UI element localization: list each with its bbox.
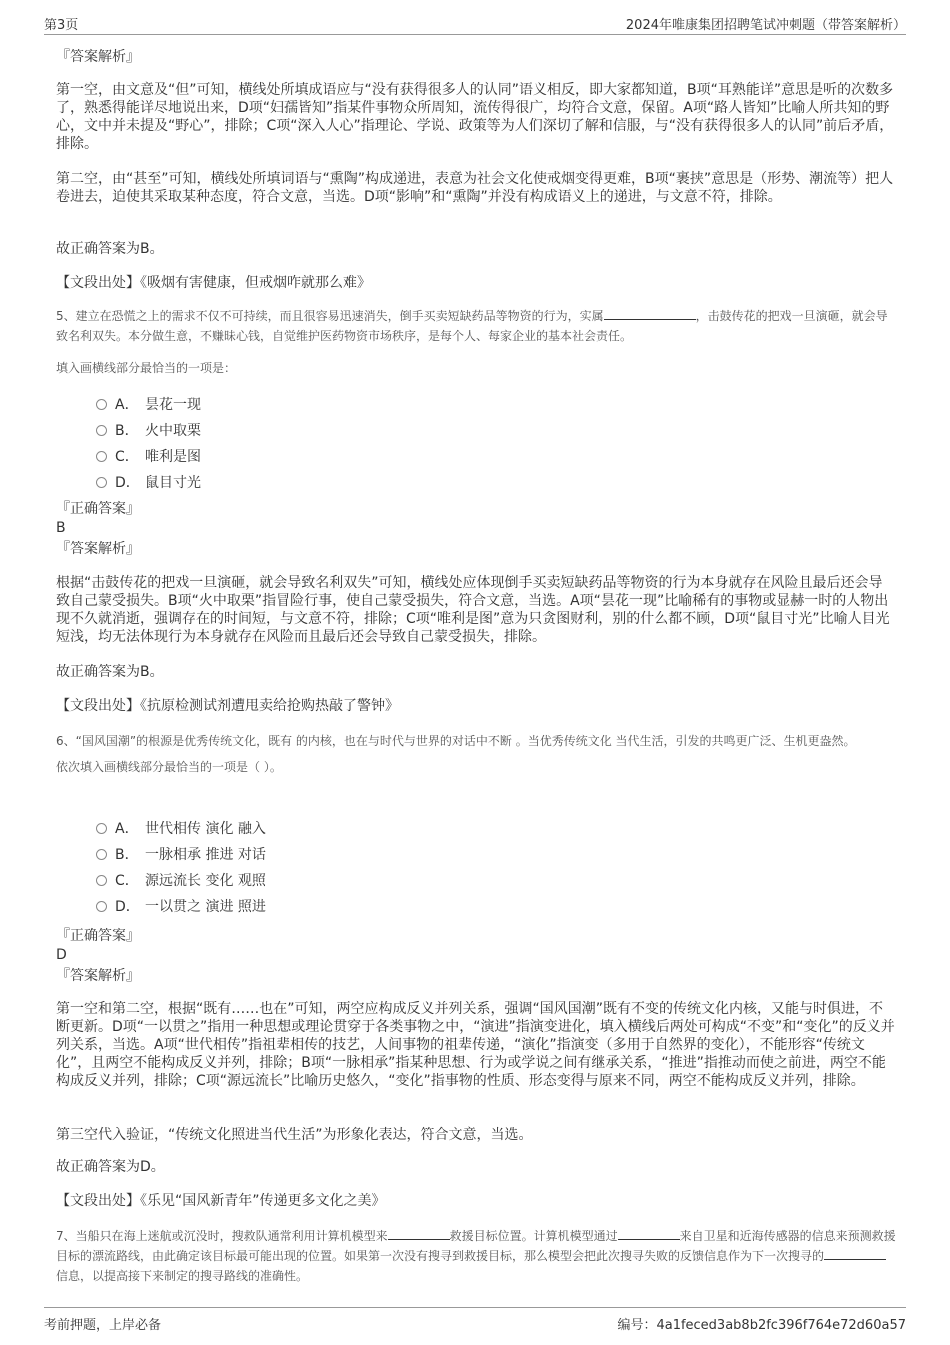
- answer-analysis-label: 『答案解析』: [56, 49, 140, 65]
- question-prompt: 依次填入画横线部分最恰当的一项是（ ）。: [56, 760, 282, 774]
- fill-blank: [824, 1247, 886, 1260]
- fill-blank: [388, 1227, 450, 1240]
- correct-answer-label: 『正确答案』: [56, 501, 140, 517]
- stem-text: ，击鼓传花的把戏一旦演砸，就会导致名利双失。本分做生意，不赚昧心钱，自觉维护医药物资市场秩序，是每个人、每家企业的基本社会责任。: [56, 309, 888, 343]
- question-stem: 7、当船只在海上迷航或沉没时，搜救队通常利用计算机模型来 救援目标位置。计算机模型通过 来自卫星和近海传感器的信息来预测救援目标的漂流路线，由此确定该目标最可能出现的位置。如果第一次没有搜寻到救援目标，那么模型会把此次搜寻失败的反馈信息作为下一次搜寻的信息，以提高接下来制定的搜寻路线的准确性。: [56, 1229, 896, 1283]
- option-b[interactable]: B． 一脉相承 推进 对话: [96, 845, 266, 865]
- conclusion: 故正确答案为B。: [56, 664, 164, 680]
- analysis-paragraph: 第二空，由“甚至”可知，横线处所填词语与“熏陶”构成递进，表意为社会文化使戒烟变得更难，B项“裹挟”意思是（形势、潮流等）把人卷进去，迫使其采取某种态度，符合文意，当选。D项“影响”和“熏陶”并没有构成语义上的递进，与文意不符，排除。: [56, 171, 894, 205]
- question-stem: [56, 306, 896, 346]
- option-d[interactable]: D． 一以贯之 演进 照进: [96, 897, 266, 917]
- answer-analysis-label: 『答案解析』: [56, 968, 140, 984]
- analysis-paragraph: 第一空和第二空，根据“既有……也在”可知，两空应构成反义并列关系，强调“国风国潮”既有不变的传统文化内核，又能与时俱进，不断更新。D项“一以贯之”指用一种思想或理论贯穿于各类事物之中，“演进”指演变进化，填入横线后两处可构成“不变”和“变化”的反义并列关系，当选。A项“世代相传”指祖辈相传的技艺，人间事物的祖辈传递，“演化”指演变（多用于自然界的变化），不能形容“传统文化”，且两空不能构成反义并列，排除；B项“一脉相承”指某种思想、行为或学说之间有继承关系，“推进”指推动而使之前进，两空不能构成反义并列，排除；C项“源远流长”比喻历史悠久，“变化”指事物的性质、形态变得与原来不同，两空不能构成反义并列，排除。: [56, 1001, 895, 1089]
- option-b[interactable]: B． 火中取栗: [96, 421, 201, 441]
- fill-blank: [604, 307, 696, 320]
- source-citation: 【文段出处】《乐见“国风新青年”传递更多文化之美》: [56, 1193, 386, 1209]
- document-title: 2024年唯康集团招聘笔试冲刺题（带答案解析）: [625, 18, 906, 33]
- option-c[interactable]: C． 源远流长 变化 观照: [96, 871, 266, 891]
- radio-icon[interactable]: [96, 875, 107, 886]
- radio-icon[interactable]: [96, 823, 107, 834]
- radio-icon[interactable]: [96, 477, 107, 488]
- option-a[interactable]: A． 世代相传 演化 融入: [96, 819, 266, 839]
- radio-icon[interactable]: [96, 901, 107, 912]
- radio-icon[interactable]: [96, 399, 107, 410]
- conclusion: 故正确答案为D。: [56, 1159, 165, 1175]
- option-c[interactable]: C． 唯利是图: [96, 447, 201, 467]
- radio-icon[interactable]: [96, 849, 107, 860]
- stem-text: 5、建立在恐慌之上的需求不仅不可持续，而且很容易迅速消失，倒手买卖短缺药品等物资的行为，实属: [56, 309, 604, 323]
- question-prompt: 填入画横线部分最恰当的一项是：: [56, 361, 237, 375]
- answer-analysis-label: 『答案解析』: [56, 541, 140, 557]
- question-stem: 6、“国风国潮”的根源是优秀传统文化，既有 的内核，也在与时代与世界的对话中不断 。当优秀传统文化 当代生活，引发的共鸣更广泛、生机更盎然。: [56, 734, 856, 748]
- page-header: [44, 10, 906, 35]
- footer-slogan: 考前押题，上岸必备: [44, 1318, 162, 1333]
- conclusion: 故正确答案为B。: [56, 241, 164, 257]
- source-citation: 【文段出处】《抗原检测试剂遭甩卖给抢购热敲了警钟》: [56, 698, 399, 714]
- option-d[interactable]: D． 鼠目寸光: [96, 473, 201, 493]
- option-a[interactable]: A． 昙花一现: [96, 395, 201, 415]
- radio-icon[interactable]: [96, 425, 107, 436]
- correct-answer: D: [56, 947, 67, 963]
- fill-blank: [618, 1227, 680, 1240]
- page-footer: [44, 1307, 906, 1336]
- radio-icon[interactable]: [96, 451, 107, 462]
- source-citation: 【文段出处】《吸烟有害健康，但戒烟咋就那么难》: [56, 275, 371, 291]
- page-number: 第3页: [44, 18, 79, 33]
- document-id: 编号：4a1feced3ab8b2fc396f764e72d60a57: [617, 1318, 906, 1333]
- correct-answer-label: 『正确答案』: [56, 928, 140, 944]
- analysis-paragraph: 根据“击鼓传花的把戏一旦演砸，就会导致名利双失”可知，横线处应体现倒手买卖短缺药品等物资的行为本身就存在风险且最后还会导致自己蒙受损失。B项“火中取栗”指冒险行事，使自己蒙受损失，符合文意，当选。A项“昙花一现”比喻稀有的事物或显赫一时的人物出现不久就消逝，强调存在的时间短，与文意不符，排除；C项“唯利是图”意为只贪图财利，别的什么都不顾，D项“鼠目寸光”比喻人目光短浅，均无法体现行为本身就存在风险而且最后还会导致自己蒙受损失，排除。: [56, 575, 890, 645]
- analysis-paragraph: 第三空代入验证，“传统文化照进当代生活”为形象化表达，符合文意，当选。: [56, 1127, 533, 1143]
- correct-answer: B: [56, 520, 66, 536]
- analysis-paragraph: 第一空，由文意及“但”可知，横线处所填成语应与“没有获得很多人的认同”语义相反，即大家都知道，B项“耳熟能详”意思是听的次数多了，熟悉得能详尽地说出来，D项“妇孺皆知”指某件事物众所周知，流传得很广，均符合文意，保留。A项“路人皆知”比喻人所共知的野心，文中并未提及“野心”，排除；C项“深入人心”指理论、学说、政策等为人们深切了解和信服，与“没有获得很多人的认同”前后矛盾，排除。: [56, 82, 894, 152]
